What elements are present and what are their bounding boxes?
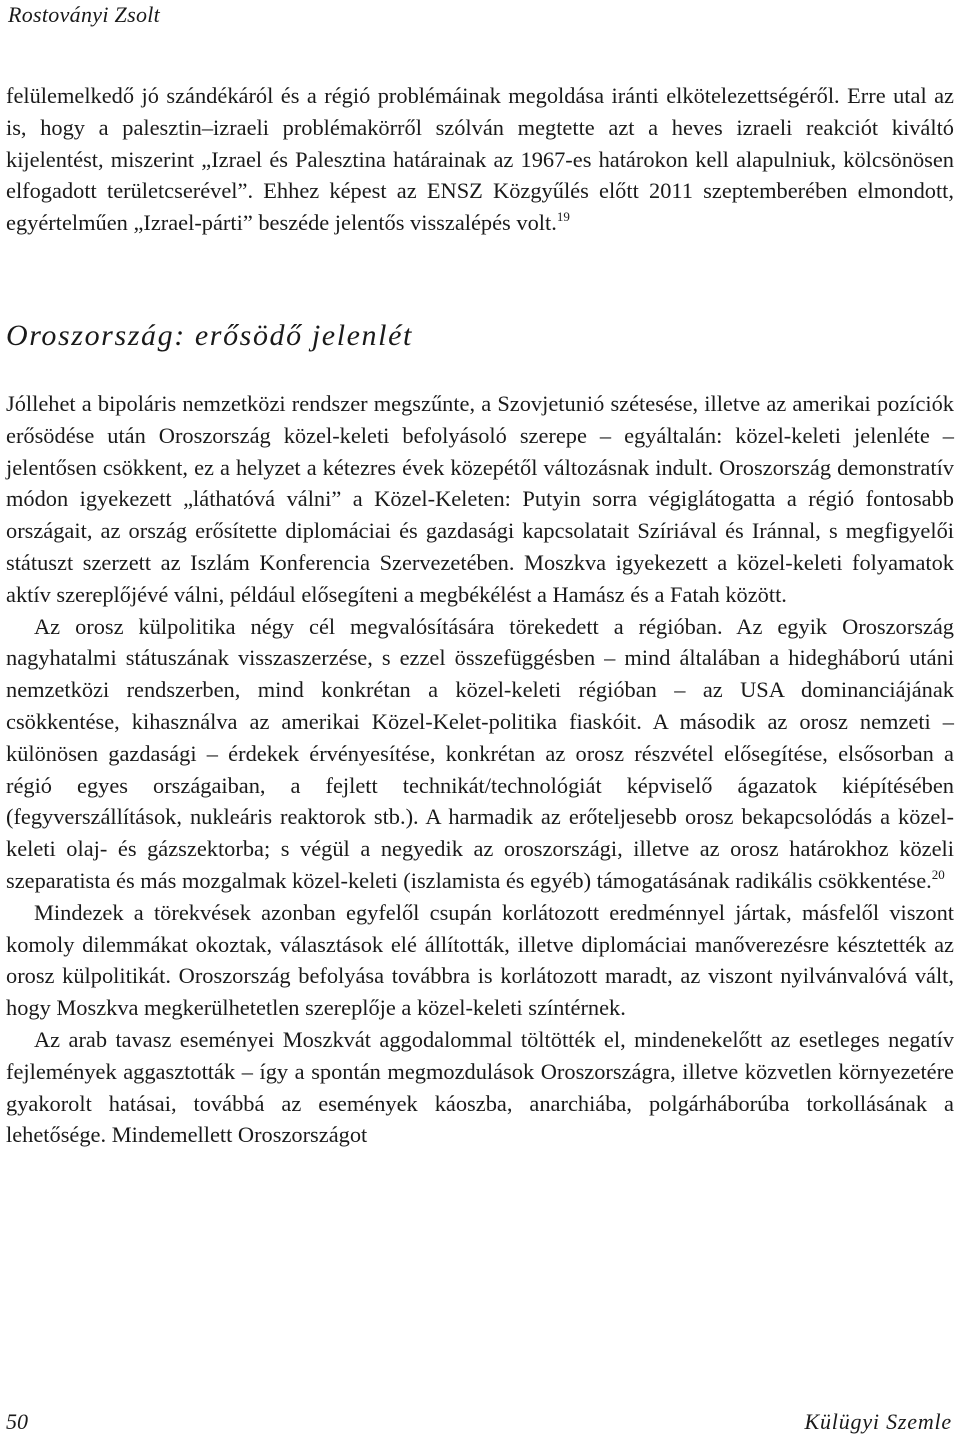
page-number: 50 bbox=[6, 1409, 28, 1434]
paragraph-text: Az arab tavasz eseményei Moszkvát aggodalommal töltötték el, mindenekelőtt az esetleges negatív fejlemények aggasztották – így a spontán megmozdulások Oroszországra, illetve közvetlen környezetére gyakorolt hatásai, továbbá az események káoszba, anarchiába, polgárháborúba torkollásának a lehetősége. Mindemellett Oroszországot bbox=[6, 1026, 954, 1148]
footnote-ref: 19 bbox=[556, 209, 570, 225]
section-heading: Oroszország: erősödő jelenlét bbox=[6, 319, 413, 352]
paragraph-text: Mindezek a törekvések azonban egyfelől csupán korlátozott eredménnyel jártak, másfelől viszont komoly dilemmákat okoztak, választások elé állították, illetve diplomáciai manőverezésre késztették az orosz külpolitikát. Oroszország befolyása továbbra is korlátozott maradt, az viszont nyilvánvalóvá vált, hogy Moszkva megkerülhetetlen szereplője a közel-keleti színtérnek. bbox=[6, 899, 954, 1021]
paragraph bbox=[6, 611, 954, 897]
paragraph-text: felülemelkedő jó szándékáról és a régió problémáinak megoldása iránti elkötelezettségéről. Erre utal az is, hogy a palesztin–izraeli problémakörről szólván megtette azt a heves izraeli reakciót kiváltó kijelentést, miszerint „Izrael és Palesztina határainak az 1967-es határokon kell alapulniuk, kölcsönösen elfogadott területcserével”. Ehhez képest az ENSZ Közgyűlés előtt 2011 szeptemberében elmondott, egyértelműen „Izrael-párti” beszéde jelentős visszalépés volt. bbox=[6, 83, 954, 236]
running-head: Rostoványi Zsolt bbox=[8, 2, 161, 27]
intro-text-block bbox=[6, 80, 954, 239]
paragraph bbox=[6, 388, 954, 611]
footnote-ref: 20 bbox=[931, 866, 945, 882]
paragraph-text: Jóllehet a bipoláris nemzetközi rendszer megszűnte, a Szovjetunió szétesése, illetve az amerikai pozíciók erősödése után Oroszország közel-keleti befolyásoló szerepe – egyáltalán: közel-keleti jelenléte – jelentősen csökkent, ez a helyzet a kétezres évek közepétől változásnak indult. Oroszország demonstratív módon igyekezett „láthatóvá válni” a Közel-Keleten: Putyin sorra végiglátogatta a régió fontosabb országait, az ország erősítette diplomáciai és gazdasági kapcsolatait Szíriával és Iránnal, s megfigyelői státuszt szerzett az Iszlám Konferencia Szervezetében. Moszkva igyekezett a közel-keleti folyamatok aktív szereplőjévé válni, például elősegíteni a megbékélést a Hamász és a Fatah között. bbox=[6, 391, 954, 607]
paragraph bbox=[6, 1024, 954, 1151]
paragraph bbox=[6, 897, 954, 1024]
section-body bbox=[6, 388, 954, 1151]
journal-name: Külügyi Szemle bbox=[804, 1409, 952, 1434]
paragraph bbox=[6, 80, 954, 239]
paragraph-text: Az orosz külpolitika négy cél megvalósítására törekedett a régióban. Az egyik Oroszország nagyhatalmi státuszának visszaszerzése, s ezzel összefüggésben – mind általában a hidegháború utáni nemzetközi rendszerben, mind konkrétan a közel-keleti régióban – az USA dominanciájának csökkentése, kihasználva az amerikai Közel-Kelet-politika fiaskóit. A második az orosz nemzeti – különösen gazdasági – érdekek érvényesítése, konkrétan az orosz részvétel elősegítése, elsősorban a régió egyes országaiban, a fejlett technikát/technológiát képviselő ágazatok kiépítésében (fegyverszállítások, nukleáris reaktorok stb.). A harmadik az erőteljesebb orosz bekapcsolódás a közel-keleti olaj- és gázszektorba; s végül a negyedik az oroszországi, illetve az orosz határokhoz közeli szeparatista és más mozgalmak közel-keleti (iszlamista és egyéb) támogatásának radikális csökkentése. bbox=[6, 613, 954, 893]
